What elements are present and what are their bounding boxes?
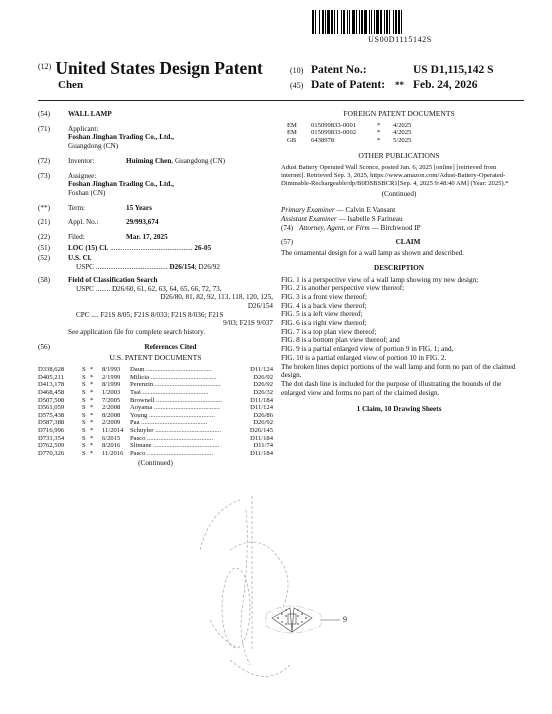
description-line: FIG. 5 is a left view thereof; [281,310,363,319]
description-line: FIG. 9 is a partial enlarged view of portion 9 in FIG. 1; and, [281,345,454,354]
foreign-docs-list [281,122,517,145]
other-publication: Adust Battery Operated Wall Sconce, posted Jan. 6, 2025 [online] [retrieved from internet]. Retrieved Sep. 3, 2025, https://www.amazon.com/Adust-Battery-Operated-Dimmable-Rechargeable/dp/B0DSBSBCR1[Sep. 4, 2025 9:48:40 AM] (Year: 2025).* [281,164,509,187]
bow-pattern [277,609,307,625]
header-left [38,58,263,91]
right-continued: (Continued) [381,189,417,198]
filed-field: (22) Filed: Mar. 17, 2025 [38,233,168,242]
description-line: FIG. 3 is a front view thereof; [281,292,368,301]
description-line: FIG. 6 is a right view thereof; [281,319,367,328]
header-right [290,64,520,94]
left-continued: (Continued) [138,459,173,468]
patent-date-label: Date of Patent: [311,79,386,91]
assistant-examiner: Assistant Examiner — Isabelle S Farineau [281,214,403,223]
description-line: FIG. 4 is a back view thereof; [281,301,367,310]
term-field: (**) Term: 15 Years [38,203,152,212]
arc-left [210,620,238,648]
wall-lamp-drawing [190,490,390,714]
right-column [281,110,517,414]
us-patent-doc-row: D507,508 S * 7/2005 Brownell ..... D11/184 [38,397,273,405]
arc-upper [230,542,288,610]
applicant-name: Foshan Jinghan Trading Co., Ltd., [68,133,174,142]
us-patent-doc-row: D716,996 S * 11/2014 Schuyler ..... D26/145 [38,427,273,435]
barcode-bar [402,10,405,34]
description-list [281,276,517,398]
bow-ornament [272,608,312,632]
applicant-field: (71) Applicant:Foshan Jinghan Trading Co., Ltd., Guangdong (CN) [38,124,174,151]
inventor-name: Huiming Chen [126,156,172,165]
description-line: FIG. 1 is a perspective view of a wall lamp showing my new design; [281,275,479,284]
title-code: (12) [38,62,52,71]
us-patent-doc-row: D405,211 S * 2/1999 Milicia ..... D26/92 [38,374,273,382]
date-stars: ** [395,80,404,90]
us-patent-doc-row: D762,509 S * 8/2016 Slimane ..... D11/74 [38,442,273,450]
us-patent-doc-row: D731,354 S * 6/2015 Pasco ..... D11/184 [38,435,273,443]
patent-date: Feb. 24, 2026 [413,79,478,91]
primary-examiner: Primary Examiner — Calvin E Vansant [281,206,396,215]
claims-sheets: 1 Claim, 10 Drawing Sheets [356,405,442,414]
inventor-field: (72) Inventor: Huiming Chen, Guangdong (CN) [38,156,226,165]
arm-curve [241,510,250,665]
us-patent-docs-list [38,366,273,457]
us-docs-title: U.S. PATENT DOCUMENTS [109,353,202,363]
us-patent-doc-row: D338,628 S * 8/1993 Daun ..... D11/124 [38,366,273,374]
filed-date: Mar. 17, 2025 [126,233,168,242]
us-class-field: (52) U.S. Cl. USPC ........................................ D26/154; D26/92 [38,254,220,272]
description-line: FIG. 2 is another perspective view thereof; [281,284,405,293]
header-rule [38,100,524,101]
description-line: The dot dash line is included for the purpose of illustrating the bounds of the enlarged view and forms no part of the claimed design. [281,379,502,397]
patent-number-row: (10) Patent No.: US D1,115,142 S [290,64,520,79]
us-patent-doc-row: D413,178 S * 8/1999 Perenzin ..... D26/92 [38,381,273,389]
application-number: 29/993,674 [126,218,159,227]
lamp-shade-outline [222,568,250,648]
patent-number-label: Patent No.: [311,64,367,76]
description-line: FIG. 7 is a top plan view thereof; [281,327,377,336]
attorney: (74) Attorney, Agent, or Firm — Birchwood IP [281,223,421,232]
arc-lower [230,660,290,676]
classification-field: (58) Field of Classification Search USPC ........ D26/60, 61, 62, 63, 64, 65, 66, 72, 73, D26/80, 81, 82, 92, 113, 118, 120, 125, D26/154 CPC .... F21S 8/05; F21S 8/033; F21S 8/036; F21S 9/03; F21S 9/037 See application file for complete search history. [38,275,273,337]
design-title: WALL LAMP [68,110,112,118]
us-patent-doc-row: D770,326 S * 11/2016 Pasco ..... D11/184 [38,450,273,458]
reference-label-9: 9 [343,615,347,624]
patent-type-title: United States Design Patent [55,58,263,78]
inventor-surname: Chen [58,79,84,91]
claim-heading: (57) CLAIM [281,238,517,247]
description-line: The broken lines depict portions of the wall lamp and form no part of the claimed design. [281,362,516,380]
barcode-number: US00D1115142S [368,35,432,44]
description-title: DESCRIPTION [374,263,424,272]
title-field: (54) WALL LAMP [38,110,273,119]
term-value: 15 Years [126,203,152,212]
foreign-doc-row: EM 015099833-0002 * 4/2025 [287,129,412,137]
patent-date-row: (45) Date of Patent: ** Feb. 24, 2026 [290,79,520,94]
barcode [312,10,488,34]
foreign-docs-title: FOREIGN PATENT DOCUMENTS [343,109,455,118]
claim-text: The ornamental design for a wall lamp as shown and described. [281,249,465,258]
assignee-name: Foshan Jinghan Trading Co., Ltd., [68,180,174,189]
loc-class: 26-05 [194,243,212,252]
arc-top [200,500,240,550]
application-number-field: (21) Appl. No.: 29/993,674 [38,218,159,227]
us-patent-doc-row: D468,458 S * 1/2003 Tsai ..... D26/32 [38,389,273,397]
us-patent-doc-row: D587,388 S * 2/2009 Paa ..... D26/92 [38,419,273,427]
assignee-field: (73) Assignee:Foshan Jinghan Trading Co., Ltd., Foshan (CN) [38,171,174,197]
other-publications-title: OTHER PUBLICATIONS [358,151,440,161]
references-field: (56) References Cited [38,343,273,352]
description-line: FIG. 8 is a bottom plan view thereof; and [281,336,400,345]
loc-field: (51) LOC (15) Cl. .............................................. 26-05 [38,243,212,252]
left-column [38,110,273,468]
foreign-doc-row: GB 6438978 * 5/2025 [287,136,412,144]
us-patent-doc-row: D575,438 S * 8/2008 Young ..... D26/86 [38,412,273,420]
references-title: References Cited [144,342,197,351]
claim-title: CLAIM [395,238,421,247]
description-line: FIG. 10 is a partial enlarged view of portion 10 in FIG. 2. [281,353,447,362]
uspc-class: D26/154 [169,263,195,272]
us-patent-doc-row: D561,059 S * 2/2008 Aoyama ..... D11/124 [38,404,273,412]
patent-number: US D1,115,142 S [413,64,494,76]
foreign-doc-row: EM 015099833-0001 * 4/2025 [287,121,412,129]
